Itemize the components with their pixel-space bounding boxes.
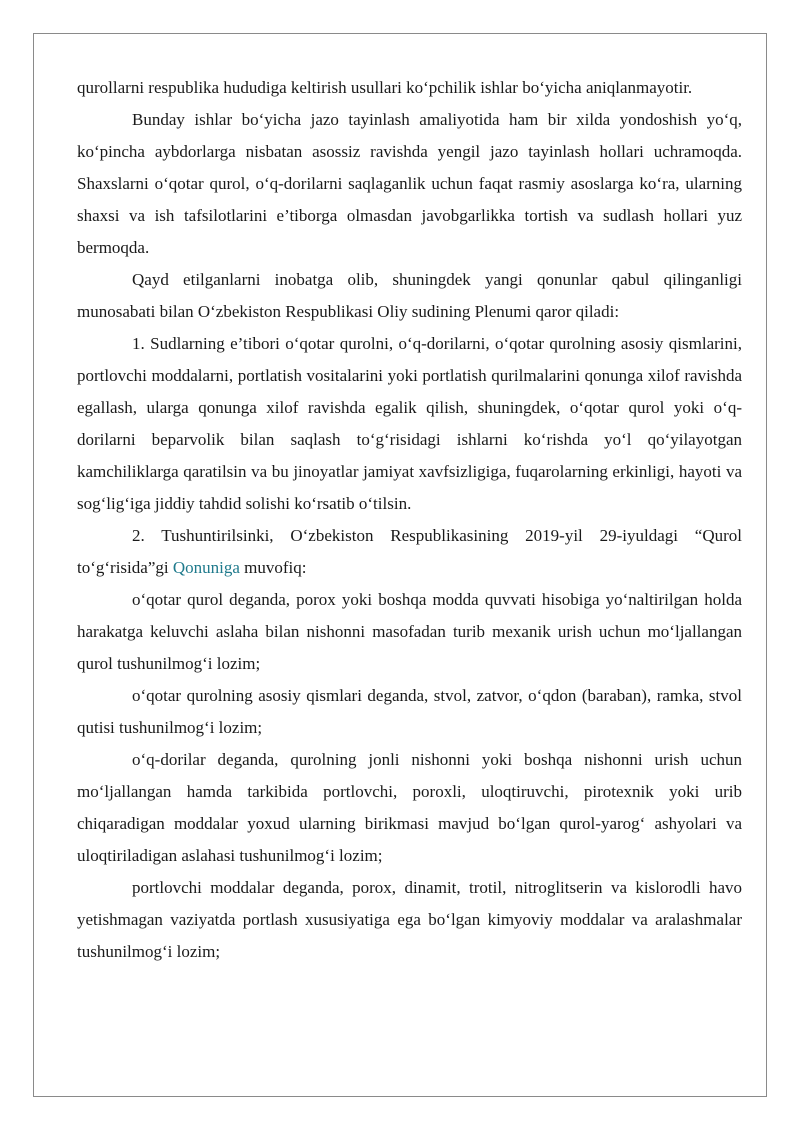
paragraph-definition-main-parts: o‘qotar qurolning asosiy qismlari deganda, stvol, zatvor, o‘qdon (baraban), ramka, stvol qutisi tushunilmog‘i lozim;	[77, 686, 742, 737]
paragraph-plenum-resolves: Qayd etilganlarni inobatga olib, shuningdek yangi qonunlar qabul qilinganligi munosabati bilan O‘zbekiston Respublikasi Oliy sudining Plenumi qaror qiladi:	[77, 270, 742, 321]
paragraph-item-1: 1. Sudlarning e’tibori o‘qotar qurolni, o‘q-dorilarni, o‘qotar qurolning asosiy qismlarini, portlovchi moddalarni, portlatish vositalarini yoki portlatish qurilmalarini qonunga xilof ravishda egallash, ularga qonunga xilof ravishda egalik qilish, shuningdek, o‘qotar qurol yoki o‘q-dorilarni beparvolik bilan saqlash to‘g‘risidagi ishlarni ko‘rishda yo‘l qo‘yilayotgan kamchiliklarga qaratilsin va bu jinoyatlar jamiyat xavfsizligiga, fuqarolarning erkinligi, hayoti va sog‘lig‘iga jiddiy tahdid solishi ko‘rsatib o‘tilsin.	[77, 334, 742, 513]
paragraph-continuation: qurollarni respublika hududiga keltirish usullari ko‘pchilik ishlar bo‘yicha aniqlanmayotir.	[77, 78, 693, 97]
paragraph-definition-explosives: portlovchi moddalar deganda, porox, dinamit, trotil, nitroglitserin va kislorodli havo yetishmagan vaziyatda portlash xususiyatiga ega bo‘lgan kimyoviy moddalar va aralashmalar tushunilmog‘i lozim;	[77, 878, 742, 961]
paragraph-item-2	[77, 520, 742, 584]
paragraph-sentencing-practice: Bunday ishlar bo‘yicha jazo tayinlash amaliyotida ham bir xilda yondoshish yo‘q, ko‘pincha aybdorlarga nisbatan asossiz ravishda yengil jazo tayinlash hollari uchramoqda. Shaxslarni o‘qotar qurol, o‘q-dorilarni saqlaganlik uchun faqat rasmiy asoslarga ko‘ra, ularning shaxsi va ish tafsilotlarini e’tiborga olmasdan javobgarlikka tortish va sudlash hollari yuz bermoqda.	[77, 110, 742, 257]
document-body	[77, 72, 742, 968]
item-2-text-after: muvofiq:	[239, 558, 307, 577]
paragraph-definition-ammunition: o‘q-dorilar deganda, qurolning jonli nishonni yoki boshqa nishonni urish uchun mo‘ljallangan hamda tarkibida portlovchi, poroxli, uloqtiruvchi, pirotexnik yoki urib chiqaradigan moddalar yoxud ularning birikmasi mavjud bo‘lgan qurol-yarog‘ ashyolari va uloqtiriladigan aslahasi tushunilmog‘i lozim;	[77, 750, 742, 865]
law-link[interactable]: Qonuniga	[172, 558, 240, 577]
paragraph-definition-firearm: o‘qotar qurol deganda, porox yoki boshqa modda quvvati hisobiga yo‘naltirilgan holda harakatga keluvchi aslaha bilan nishonni masofadan turib mexanik urish uchun mo‘ljallangan qurol tushunilmog‘i lozim;	[77, 590, 742, 673]
item-2-text-before: 2. Tushuntirilsinki, O‘zbekiston Respublikasining 2019-yil 29-iyuldagi “Qurol to‘g‘risida”gi	[77, 526, 742, 577]
